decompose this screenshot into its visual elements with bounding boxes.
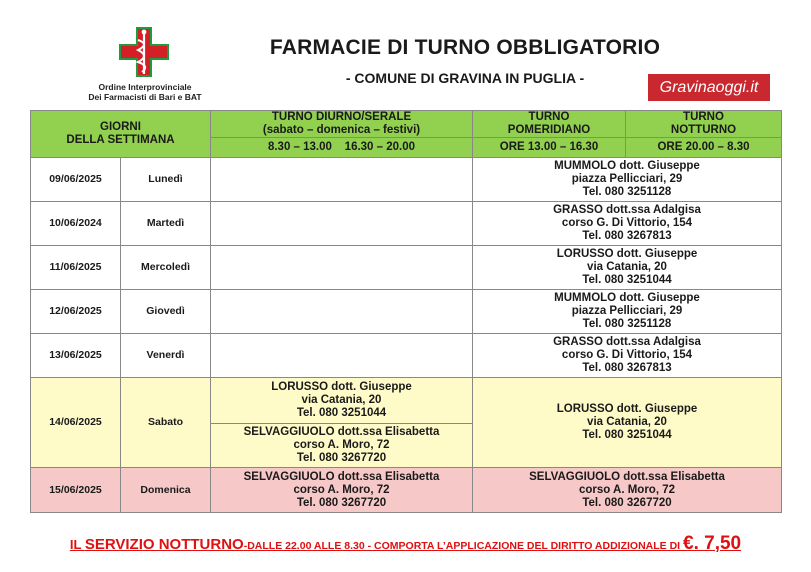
row-day: Martedì — [121, 202, 211, 246]
pharmacy-name: GRASSO dott.ssa Adalgisa — [553, 204, 701, 216]
diurno-hours-text: 8.30 – 13.00 16.30 – 20.00 — [267, 141, 416, 153]
sunday-day: Domenica — [121, 468, 211, 513]
pharmacy-name: LORUSSO dott. Giuseppe — [556, 248, 698, 260]
header-notturno — [626, 111, 782, 138]
sunday-row — [31, 468, 782, 513]
row-evening-pharmacy — [473, 158, 782, 202]
pharmacy-name: LORUSSO dott. Giuseppe — [271, 381, 412, 393]
pharmacy-name: MUMMOLO dott. Giuseppe — [554, 160, 700, 172]
pharmacy-name: GRASSO dott.ssa Adalgisa — [553, 336, 701, 348]
org-line-2: Dei Farmacisti di Bari e BAT — [88, 92, 202, 102]
pharmacy-address: corso A. Moro, 72 — [293, 439, 390, 451]
pharmacy-address: corso A. Moro, 72 — [293, 483, 390, 496]
row-diurno-empty — [211, 246, 473, 290]
row-evening-pharmacy — [473, 202, 782, 246]
table-row — [31, 290, 782, 334]
table-row — [31, 246, 782, 290]
pharmacy-tel: Tel. 080 3267720 — [296, 496, 387, 509]
notice-part-3: -DALLE 22.00 ALLE 8.30 - COMPORTA L’APPLICAZIONE DEL DIRITTO ADDIZIONALE DI — [243, 540, 684, 552]
saturday-date: 14/06/2025 — [31, 378, 121, 468]
pharmacy-name: SELVAGGIUOLO dott.ssa Elisabetta — [529, 470, 725, 483]
pharmacy-tel: Tel. 080 3267813 — [582, 230, 672, 242]
header-notturno-hours: ORE 20.00 – 8.30 — [626, 138, 782, 158]
page-title: FARMACIE DI TURNO OBBLIGATORIO — [269, 36, 661, 59]
saturday-row — [31, 378, 782, 424]
header-pomeridiano-hours: ORE 13.00 – 16.30 — [473, 138, 626, 158]
row-evening-pharmacy — [473, 334, 782, 378]
pharmacy-address: via Catania, 20 — [587, 416, 667, 428]
duty-schedule-table — [30, 110, 782, 513]
saturday-evening-pharmacy — [473, 378, 782, 468]
header-days-line-1: GIORNI — [100, 121, 141, 133]
saturday-diurno-pharmacy-b — [211, 424, 473, 468]
pharmacy-tel: Tel. 080 3251128 — [582, 186, 672, 198]
org-line-1: Ordine Interprovinciale — [98, 82, 192, 92]
table-row — [31, 334, 782, 378]
row-evening-pharmacy — [473, 246, 782, 290]
saturday-diurno-pharmacy-a — [211, 378, 473, 424]
row-date: 13/06/2025 — [31, 334, 121, 378]
row-diurno-empty — [211, 334, 473, 378]
header-diurno — [211, 111, 473, 138]
notice-part-2: SERVIZIO NOTTURNO — [84, 536, 244, 553]
row-date: 12/06/2025 — [31, 290, 121, 334]
pharmacy-tel: Tel. 080 3267813 — [582, 362, 672, 374]
row-evening-pharmacy — [473, 290, 782, 334]
pharmacy-address: via Catania, 20 — [301, 394, 382, 406]
header-diurno-line-1: TURNO DIURNO/SERALE — [271, 111, 412, 123]
pharmacy-name: SELVAGGIUOLO dott.ssa Elisabetta — [243, 470, 440, 483]
sunday-evening-pharmacy — [473, 468, 782, 513]
sunday-date: 15/06/2025 — [31, 468, 121, 513]
row-day: Giovedì — [121, 290, 211, 334]
row-date: 09/06/2025 — [31, 158, 121, 202]
header-pomeridiano-line-2: POMERIDIANO — [507, 124, 591, 136]
pharmacy-tel: Tel. 080 3251044 — [582, 429, 672, 441]
pharmacy-name: LORUSSO dott. Giuseppe — [556, 403, 698, 415]
header-notturno-line-1: TURNO — [683, 111, 724, 123]
row-diurno-empty — [211, 202, 473, 246]
row-day: Mercoledì — [121, 246, 211, 290]
source-badge: Gravinaoggi.it — [648, 74, 770, 101]
header-diurno-line-2: (sabato – domenica – festivi) — [262, 124, 421, 136]
header-notturno-line-2: NOTTURNO — [670, 124, 737, 136]
pharmacy-address: via Catania, 20 — [587, 261, 667, 273]
pharmacy-name: MUMMOLO dott. Giuseppe — [554, 292, 700, 304]
header-days-line-2: DELLA SETTIMANA — [66, 134, 175, 146]
pharmacy-tel: Tel. 080 3267720 — [582, 496, 672, 509]
pharmacy-tel: Tel. 080 3251044 — [582, 274, 672, 286]
notice-part-1: IL — [69, 537, 85, 552]
table-row — [31, 202, 782, 246]
row-day: Venerdì — [121, 334, 211, 378]
header-diurno-hours — [211, 138, 473, 158]
header-pomeridiano-line-1: TURNO — [528, 111, 570, 123]
row-diurno-empty — [211, 158, 473, 202]
pharmacy-address: piazza Pellicciari, 29 — [571, 305, 683, 317]
pharmacy-tel: Tel. 080 3267720 — [296, 452, 387, 464]
pharmacy-address: corso G. Di Vittorio, 154 — [561, 349, 693, 361]
table-row — [31, 158, 782, 202]
sunday-diurno-pharmacy — [211, 468, 473, 513]
pharmacy-tel: Tel. 080 3251044 — [296, 407, 387, 419]
pharmacy-tel: Tel. 080 3251128 — [582, 318, 672, 330]
row-date: 10/06/2024 — [31, 202, 121, 246]
row-date: 11/06/2025 — [31, 246, 121, 290]
row-diurno-empty — [211, 290, 473, 334]
page-subtitle: - COMUNE DI GRAVINA IN PUGLIA - — [345, 70, 585, 86]
pharmacy-address: piazza Pellicciari, 29 — [571, 173, 683, 185]
notice-part-4: €. 7,50 — [683, 533, 742, 554]
header-days — [31, 111, 211, 158]
org-name — [70, 82, 220, 102]
saturday-day: Sabato — [121, 378, 211, 468]
header-pomeridiano — [473, 111, 626, 138]
row-day: Lunedì — [121, 158, 211, 202]
pharmacy-order-logo-icon — [118, 26, 170, 78]
night-service-notice — [30, 533, 781, 555]
pharmacy-address: corso G. Di Vittorio, 154 — [561, 217, 693, 229]
pharmacy-name: SELVAGGIUOLO dott.ssa Elisabetta — [243, 426, 440, 438]
pharmacy-address: corso A. Moro, 72 — [578, 483, 676, 496]
